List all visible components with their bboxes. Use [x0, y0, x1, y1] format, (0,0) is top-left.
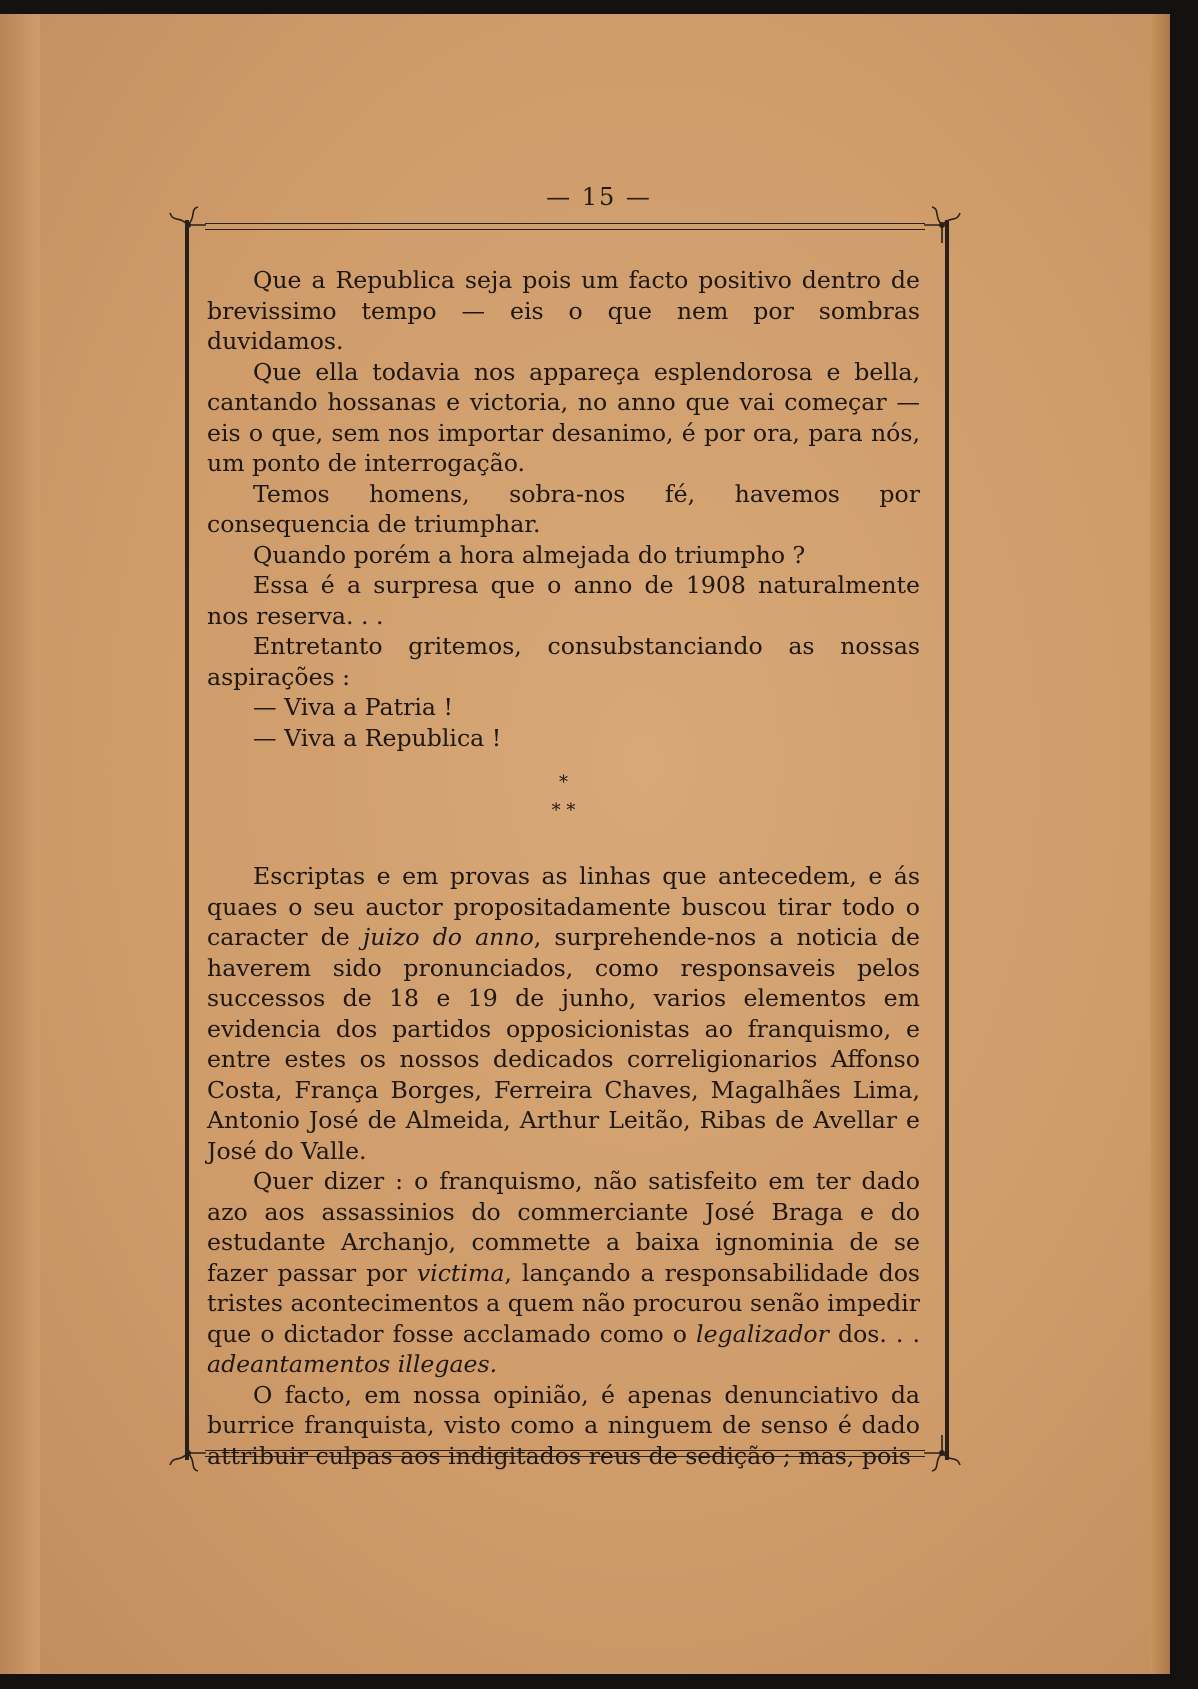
text-run: , lançando a responsabilidade dos tristes acontecimentos a quem não procurou senão impedir que o dictador fosse acclamado como o	[207, 1258, 921, 1348]
paragraph: Temos homens, sobra-nos fé, havemos por consequencia de triumphar.	[207, 479, 920, 538]
text-run: , surprehende-nos a noticia de haverem sido pronunciados, como responsaveis pelos successos de 18 e 19 de junho, varios elementos em evidencia dos partidos opposicionistas ao franquismo, e entre estes os nossos dedicados correligionarios Affonso Costa, França Borges, Ferreira Chaves, Magalhães Lima, Antonio José de Almeida, Arthur Leitão, Ribas de Avellar e José do Valle.	[207, 923, 920, 1165]
paragraph: Que ella todavia nos appareça esplendorosa e bella, cantando hossanas e victoria, no anno que vai começar — eis o que, sem nos importar desanimo, é por ora, para nós, um ponto de interrogação.	[207, 357, 920, 477]
paragraph: Entretanto gritemos, consubstanciando as nossas aspirações :	[207, 632, 920, 691]
corner-ornament-icon	[168, 1433, 208, 1473]
page-left-edge	[0, 14, 40, 1674]
text-run: dos. . .	[828, 1319, 920, 1348]
corner-ornament-icon	[922, 1433, 962, 1473]
page-right-edge	[1150, 14, 1170, 1674]
paragraph: Essa é a surpresa que o anno de 1908 naturalmente nos reserva. . .	[207, 571, 920, 630]
asterism-top: *	[559, 772, 568, 793]
page-number: — 15 —	[546, 183, 652, 211]
paragraph: Que a Republica seja pois um facto positivo dentro de brevissimo tempo — eis o que nem por sombras duvidamos.	[207, 266, 920, 355]
corner-ornament-icon	[168, 205, 208, 245]
corner-ornament-icon	[922, 205, 962, 245]
paragraph	[207, 861, 920, 1166]
cheer-line: — Viva a Republica !	[253, 723, 502, 752]
asterism-bottom: * *	[551, 800, 576, 821]
frame-top-rule	[205, 223, 925, 230]
paragraph: O facto, em nossa opinião, é apenas denunciativo da burrice franquista, visto como a ninguem de senso é dado attribuir culpas aos indigitados reus de sedição ; mas, pois	[207, 1380, 920, 1470]
text-run: Escriptas e em provas as linhas que antecedem, e ás quaes o seu auctor propositadamente buscou tirar todo o caracter de	[207, 862, 920, 951]
text-run: Quer dizer : o franquismo, não satisfeito em ter dado azo aos assassinios do commerciante José Braga e do estudante Archanjo, commette a baixa ignominia de se fazer passar por	[207, 1167, 920, 1287]
italic-run: legalizador	[696, 1319, 829, 1348]
asterism-separator	[207, 769, 920, 825]
italic-run: adeantamentos illegaes.	[207, 1350, 498, 1378]
body-text	[207, 265, 920, 1471]
cheer-line: — Viva a Patria !	[253, 693, 453, 721]
paragraph: Quando porém a hora almejada do triumpho ?	[253, 540, 806, 569]
paragraph	[207, 1166, 920, 1380]
italic-run: juizo do anno	[362, 923, 534, 951]
italic-run: victima	[416, 1258, 505, 1287]
